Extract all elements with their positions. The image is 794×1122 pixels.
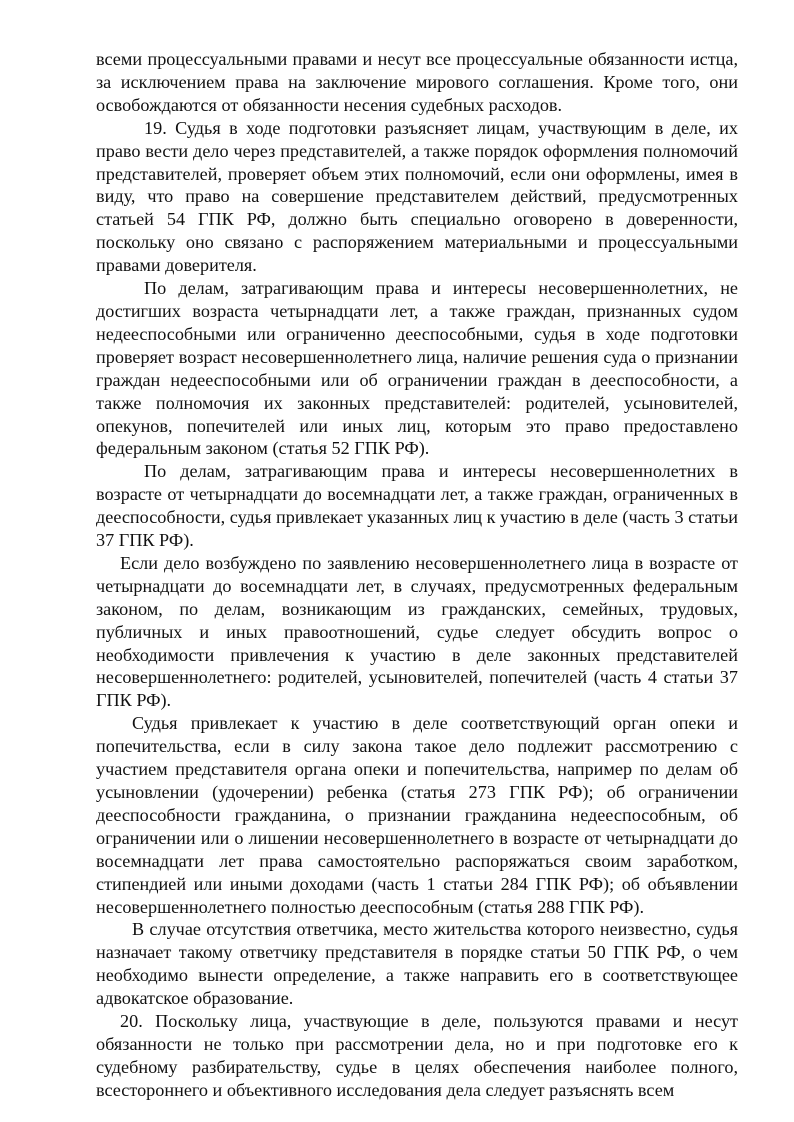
paragraph-item-19: 19. Судья в ходе подготовки разъясняет лицам, участвующим в деле, их право вести дело через представителей, а также порядок оформления полномочий представителей, проверяет объем этих полномочий, если они оформлены, имея в виду, что право на совершение представителем действий, предусмотренных статьей 54 ГПК РФ, должно быть специально оговорено в доверенности, поскольку оно связано с распоряжением материальными и процессуальными правами доверителя.: [96, 117, 738, 276]
paragraph-guardianship-authority: Судья привлекает к участию в деле соответствующий орган опеки и попечительства, если в силу закона такое дело подлежит рассмотрению с участием представителя органа опеки и попечительства, например по делам об усыновлении (удочерении) ребенка (статья 273 ГПК РФ); об ограничении дееспособности гражданина, о признании гражданина недееспособным, об ограничении или о лишении несовершеннолетнего в возрасте от четырнадцати до восемнадцати лет права самостоятельно распоряжаться своим заработком, стипендией или иными доходами (часть 1 статьи 284 ГПК РФ); об объявлении несовершеннолетнего полностью дееспособным (статья 288 ГПК РФ).: [96, 713, 738, 917]
paragraph-continuation: всеми процессуальными правами и несут все процессуальные обязанности истца, за исключением права на заключение мирового соглашения. Кроме того, они освобождаются от обязанности несения судебных расходов.: [96, 49, 738, 115]
paragraph-absent-defendant: В случае отсутствия ответчика, место жительства которого неизвестно, судья назначает такому ответчику представителя в порядке статьи 50 ГПК РФ, о чем необходимо вынести определение, а также направить его в соответствующее адвокатское образование.: [96, 919, 738, 1009]
paragraph-minors-under-14: По делам, затрагивающим права и интересы несовершеннолетних, не достигших возраста четырнадцати лет, а также граждан, признанных судом недееспособными или ограниченно дееспособными, судья в ходе подготовки проверяет возраст несовершеннолетнего лица, наличие решения суда о признании граждан недееспособными или об ограничении граждан в дееспособности, а также полномочия их законных представителей: родителей, усыновителей, опекунов, попечителей или иных лиц, которым это право предоставлено федеральным законом (статья 52 ГПК РФ).: [96, 278, 738, 459]
document-page: [96, 48, 738, 1102]
paragraph-minor-applicant: Если дело возбуждено по заявлению несовершеннолетнего лица в возрасте от четырнадцати до восемнадцати лет, в случаях, предусмотренных федеральным законом, по делам, возникающим из гражданских, семейных, трудовых, публичных и иных правоотношений, судье следует обсудить вопрос о необходимости привлечения к участию в деле законных представителей несовершеннолетнего: родителей, усыновителей, попечителей (часть 4 статьи 37 ГПК РФ).: [96, 552, 738, 711]
paragraph-item-20: 20. Поскольку лица, участвующие в деле, пользуются правами и несут обязанности не только при рассмотрении дела, но и при подготовке его к судебному разбирательству, судье в целях обеспечения наиболее полного, всестороннего и объективного исследования дела следует разъяснять всем: [96, 1011, 738, 1100]
paragraph-minors-14-18: По делам, затрагивающим права и интересы несовершеннолетних в возрасте от четырнадцати до восемнадцати лет, а также граждан, ограниченных в дееспособности, судья привлекает указанных лиц к участию в деле (часть 3 статьи 37 ГПК РФ).: [96, 461, 738, 551]
